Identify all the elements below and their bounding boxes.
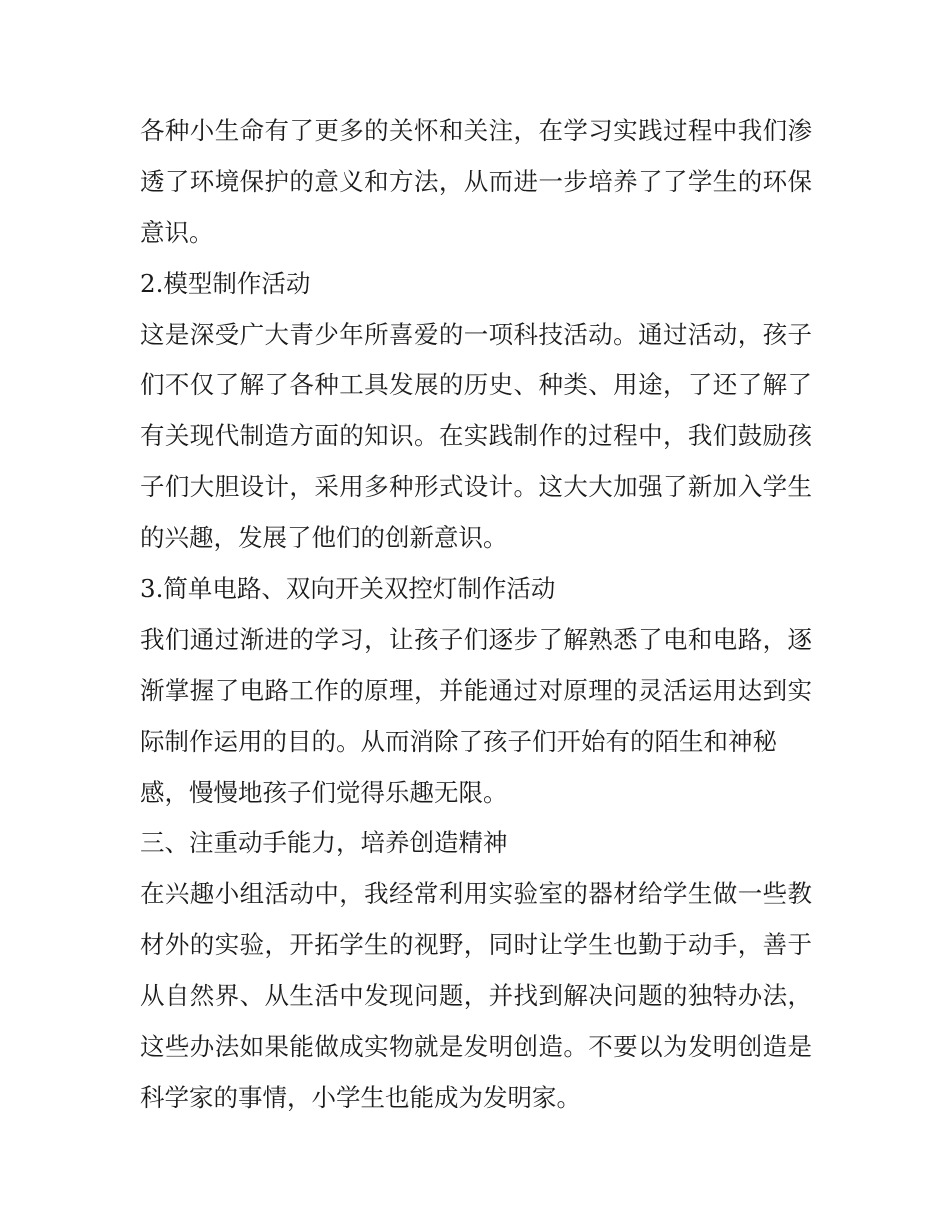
text-line: 我们通过渐进的学习，让孩子们逐步了解熟悉了电和电路，逐 (140, 624, 812, 654)
document-body (140, 106, 812, 1124)
text-line: 子们大胆设计，采用多种形式设计。这大大加强了新加入学生 (140, 472, 812, 502)
text-line: 有关现代制造方面的知识。在实践制作的过程中，我们鼓励孩 (140, 421, 812, 451)
text-line: 意识。 (140, 217, 214, 247)
section-heading: 2.模型制作活动 (140, 268, 311, 298)
text-line: 的兴趣，发展了他们的创新意识。 (140, 523, 508, 553)
text-line: 在兴趣小组活动中，我经常利用实验室的器材给学生做一些教 (140, 879, 812, 909)
text-line: 这些办法如果能做成实物就是发明创造。不要以为发明创造是 (140, 1032, 812, 1062)
text-line: 感，慢慢地孩子们觉得乐趣无限。 (140, 777, 508, 807)
section-heading: 3.简单电路、双向开关双控灯制作活动 (140, 574, 556, 604)
text-line: 材外的实验，开拓学生的视野，同时让学生也勤于动手，善于 (140, 930, 812, 960)
text-line: 各种小生命有了更多的关怀和关注，在学习实践过程中我们渗 (140, 116, 812, 145)
text-line: 这是深受广大青少年所喜爱的一项科技活动。通过活动，孩子 (140, 319, 812, 349)
text-line: 渐掌握了电路工作的原理，并能通过对原理的灵活运用达到实 (140, 675, 812, 705)
text-line: 从自然界、从生活中发现问题，并找到解决问题的独特办法， (140, 981, 812, 1011)
text-line: 科学家的事情，小学生也能成为发明家。 (140, 1082, 581, 1112)
text-line: 际制作运用的目的。从而消除了孩子们开始有的陌生和神秘 (140, 726, 777, 756)
text-line: 们不仅了解了各种工具发展的历史、种类、用途，了还了解了 (140, 370, 812, 400)
text-line: 透了环境保护的意义和方法，从而进一步培养了了学生的环保 (140, 166, 812, 196)
section-heading: 三、注重动手能力，培养创造精神 (140, 828, 508, 858)
